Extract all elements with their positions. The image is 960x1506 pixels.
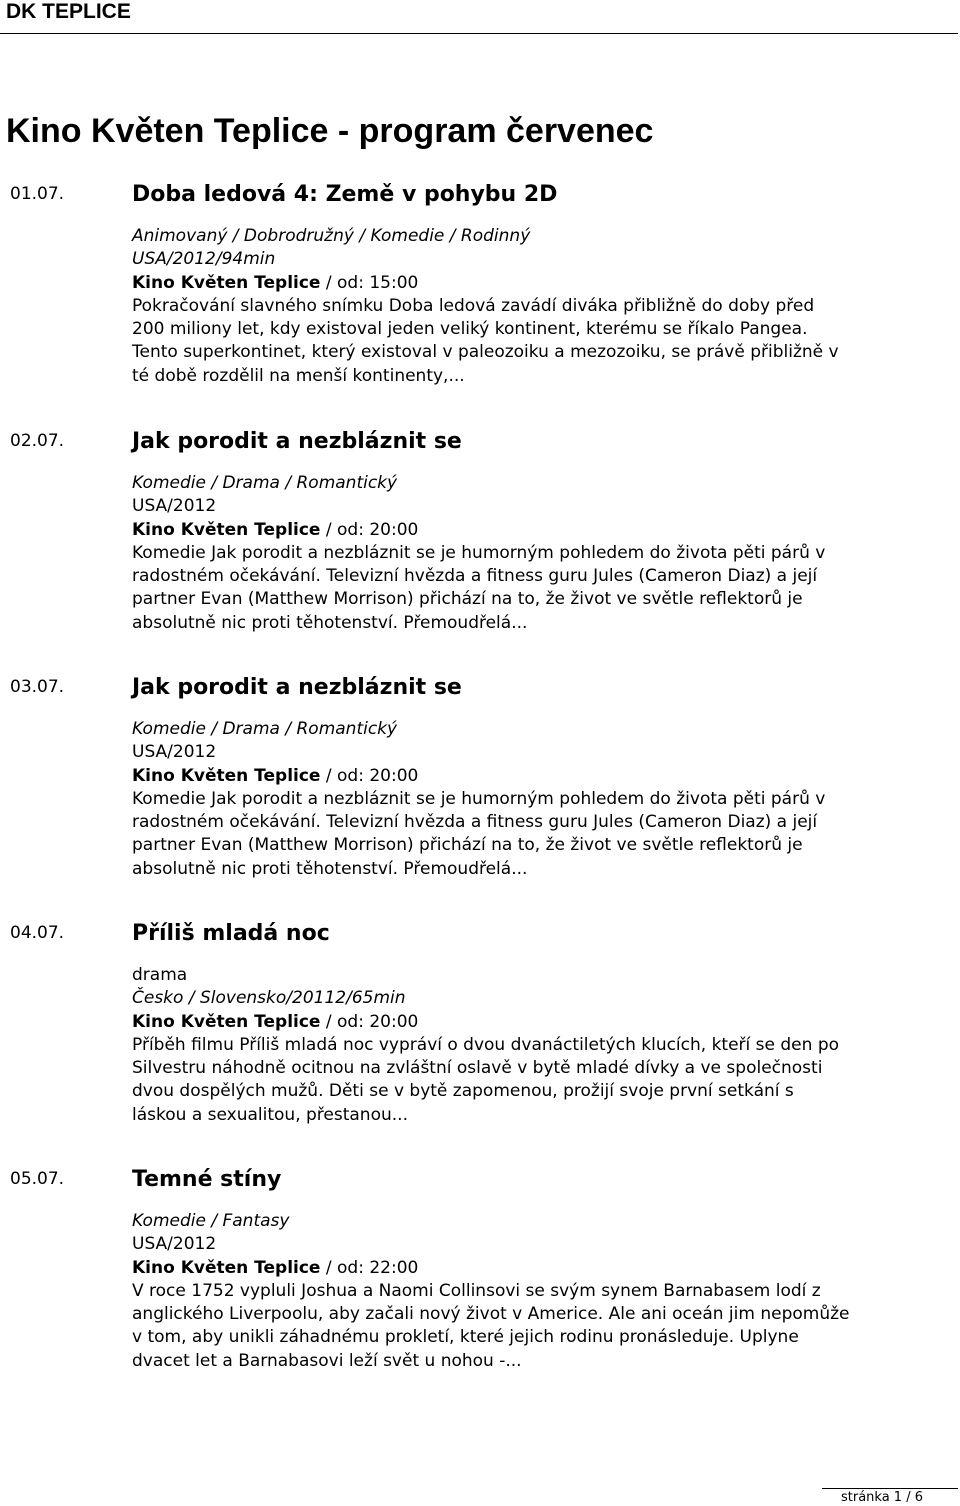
entry-date: 01.07. bbox=[10, 184, 65, 204]
od-label: / od: bbox=[320, 272, 370, 293]
film-country: USA/2012 bbox=[132, 742, 217, 763]
header-divider bbox=[0, 33, 958, 34]
page-number: stránka 1 / 6 bbox=[840, 1490, 923, 1505]
page-title: Kino Květen Teplice - program červenec bbox=[6, 112, 654, 150]
entry-date: 02.07. bbox=[10, 431, 65, 451]
screening-info bbox=[132, 765, 852, 788]
film-genre: drama bbox=[132, 965, 188, 985]
film-country: USA/2012/94min bbox=[132, 249, 276, 270]
screening-info bbox=[132, 1257, 852, 1280]
entry-content bbox=[132, 183, 852, 388]
film-genre: Komedie / Drama / Romantický bbox=[132, 473, 398, 493]
cinema-name: Kino Květen Teplice bbox=[132, 1257, 321, 1278]
site-title: DK TEPLICE bbox=[6, 0, 131, 23]
cinema-name: Kino Květen Teplice bbox=[132, 765, 321, 786]
film-title[interactable]: Jak porodit a nezbláznit se bbox=[132, 675, 462, 700]
entry-content bbox=[132, 922, 852, 1127]
film-country: Česko / Slovensko/20112/65min bbox=[132, 988, 406, 1009]
screening-info bbox=[132, 1011, 852, 1034]
screening-time: 15:00 bbox=[369, 272, 419, 293]
film-description: Příběh filmu Příliš mladá noc vypráví o dvou dvanáctiletých klucích, kteří se den po Silvestru náhodně ocitnou na zvláštní oslavě v bytě mladé dívky a ve společnosti dvou dospělých mužů. Děti se v bytě zapomenou, prožijí svoje první setkání s láskou a sexualitou, přestanou... bbox=[132, 1034, 840, 1125]
film-description: Komedie Jak porodit a nezbláznit se je humorným pohledem do života pěti párů v radostném očekávání. Televizní hvězda a fitness guru Jules (Cameron Diaz) a její partner Evan (Matthew Morrison) přichází na to, že život ve světle reflektorů je absolutně nic proti těhotenství. Přemoudřelá... bbox=[132, 788, 826, 879]
screening-time: 22:00 bbox=[369, 1257, 419, 1278]
cinema-name: Kino Květen Teplice bbox=[132, 1011, 321, 1032]
screening-info bbox=[132, 272, 852, 295]
od-label: / od: bbox=[320, 519, 370, 540]
film-genre: Animovaný / Dobrodružný / Komedie / Rodinný bbox=[132, 226, 531, 246]
film-title[interactable]: Doba ledová 4: Země v pohybu 2D bbox=[132, 182, 558, 207]
film-title[interactable]: Jak porodit a nezbláznit se bbox=[132, 429, 462, 454]
film-description: Pokračování slavného snímku Doba ledová zavádí diváka přibližně do doby před 200 miliony let, kdy existoval jeden veliký kontinent, kterému se říkalo Pangea. Tento superkontinet, který existoval v paleozoiku a mezozoiku, se právě přibližně v té době rozdělil na menší kontinenty,... bbox=[132, 295, 839, 386]
film-title[interactable]: Příliš mladá noc bbox=[132, 921, 330, 946]
footer-divider bbox=[822, 1488, 958, 1489]
entry-content bbox=[132, 430, 852, 635]
od-label: / od: bbox=[320, 1011, 370, 1032]
screening-time: 20:00 bbox=[369, 765, 419, 786]
screening-time: 20:00 bbox=[369, 1011, 419, 1032]
entry-date: 04.07. bbox=[10, 923, 65, 943]
entry-date: 05.07. bbox=[10, 1169, 65, 1189]
film-country: USA/2012 bbox=[132, 496, 217, 517]
film-genre: Komedie / Drama / Romantický bbox=[132, 719, 398, 739]
screening-info bbox=[132, 519, 852, 542]
od-label: / od: bbox=[320, 765, 370, 786]
od-label: / od: bbox=[320, 1257, 370, 1278]
entry-content bbox=[132, 1168, 852, 1373]
entry-date: 03.07. bbox=[10, 677, 65, 697]
cinema-name: Kino Květen Teplice bbox=[132, 519, 321, 540]
entry-content bbox=[132, 676, 852, 881]
film-title[interactable]: Temné stíny bbox=[132, 1167, 282, 1192]
film-country: USA/2012 bbox=[132, 1234, 217, 1255]
screening-time: 20:00 bbox=[369, 519, 419, 540]
film-genre: Komedie / Fantasy bbox=[132, 1211, 290, 1231]
film-description: V roce 1752 vypluli Joshua a Naomi Collinsovi se svým synem Barnabasem lodí z anglického Liverpoolu, aby začali nový život v Americe. Ale ani oceán jim nepomůže v tom, aby unikli záhadnému prokletí, které jejich rodinu pronásleduje. Uplyne dvacet let a Barnabasovi leží svět u nohou -... bbox=[132, 1280, 850, 1371]
cinema-name: Kino Květen Teplice bbox=[132, 272, 321, 293]
film-description: Komedie Jak porodit a nezbláznit se je humorným pohledem do života pěti párů v radostném očekávání. Televizní hvězda a fitness guru Jules (Cameron Diaz) a její partner Evan (Matthew Morrison) přichází na to, že život ve světle reflektorů je absolutně nic proti těhotenství. Přemoudřelá... bbox=[132, 542, 826, 633]
